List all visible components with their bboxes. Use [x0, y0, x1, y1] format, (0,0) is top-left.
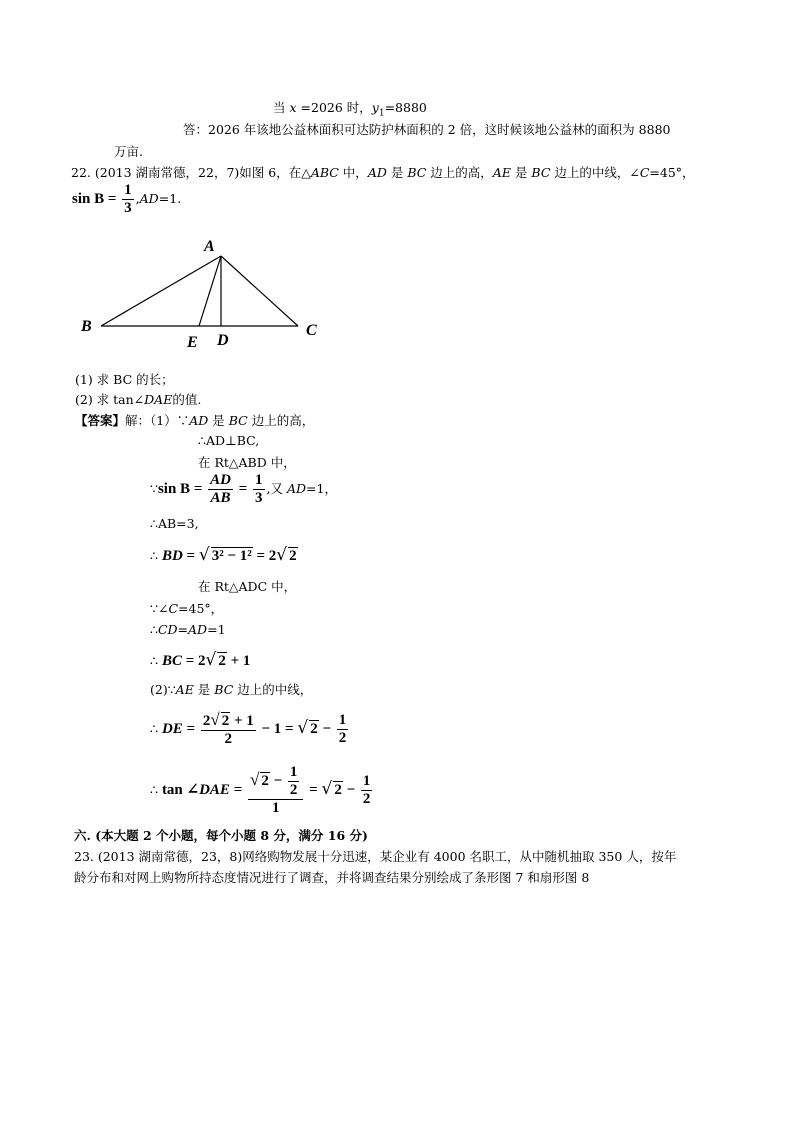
- tan-line: ∴ tan ∠DAE = √ 2 − $\frac{1}{2}$ 1 = √ 2 − $\frac{1}{2}$: [150, 764, 371, 816]
- label-e: E: [187, 334, 198, 351]
- side-ac: [221, 256, 298, 326]
- question-23-line1: 23. (2013 湖南常德，23，8)网络购物发展十分迅速，某企业有 4000 名职工，从中随机抽取 350 人，按年: [74, 849, 677, 864]
- bc-line: ∴ BC = 2√ 2 + 1: [150, 650, 251, 670]
- ab-line: ∴AB=3,: [150, 516, 199, 531]
- angle-c-line: ∵∠C=45°，: [150, 601, 224, 616]
- sinb-given: sin B = $\frac{1}{3}$ ,AD=1.: [72, 182, 182, 216]
- label-b: B: [81, 318, 92, 335]
- sub-question-2: (2) 求 tan∠DAE的值.: [75, 392, 202, 407]
- when-line: 当 x =2026 时，$y_1=8880$: [273, 100, 427, 119]
- unit-line: 万亩.: [114, 144, 143, 159]
- section-6-heading: 六. (本大题 2 个小题，每个小题 8 分，满分 16 分): [74, 828, 368, 843]
- question-22: 22. (2013 湖南常德，22，7)如图 6，在△ABC 中，AD 是 BC 边上的高，AE 是 BC 边上的中线，∠C=45°，: [71, 165, 695, 180]
- label-d: D: [217, 332, 229, 349]
- bd-line: ∴ BD = √ 3² − 1² = 2√ 2: [150, 545, 297, 565]
- question-23-line2: 龄分布和对网上购物所持态度情况进行了调查，并将调查结果分别绘成了条形图 7 和扇形图 8: [74, 870, 590, 885]
- sinb-line: ∵sin B = $\frac{AD}{AB}$ = $\frac{1}{3}$ ,又 AD=1，: [150, 472, 337, 506]
- label-a: A: [204, 238, 215, 255]
- rt-abd-line: 在 Rt△ABD 中，: [198, 455, 296, 470]
- cd-line: ∴CD=AD=1: [150, 622, 226, 637]
- solution-start: 【答案】解：（1）∵AD 是 BC 边上的高，: [75, 413, 315, 428]
- rt-adc-line: 在 Rt△ADC 中，: [198, 579, 297, 594]
- part2-line: (2)∵AE 是 BC 边上的中线，: [150, 682, 313, 697]
- sub-question-1: (1) 求 BC 的长；: [75, 372, 174, 387]
- label-c: C: [306, 322, 317, 339]
- perp-line: ∴AD⊥BC,: [198, 433, 260, 448]
- side-ab: [101, 256, 221, 326]
- triangle-figure: [70, 232, 340, 352]
- de-line: ∴ DE = $\frac{2√ 2 + 1}{2}$ − 1 = √ 2 − $\frac{1}{2}$: [150, 710, 347, 747]
- answer-line: 答：2026 年该地公益林面积可达防护林面积的 2 倍，这时候该地公益林的面积为 8880: [183, 122, 671, 137]
